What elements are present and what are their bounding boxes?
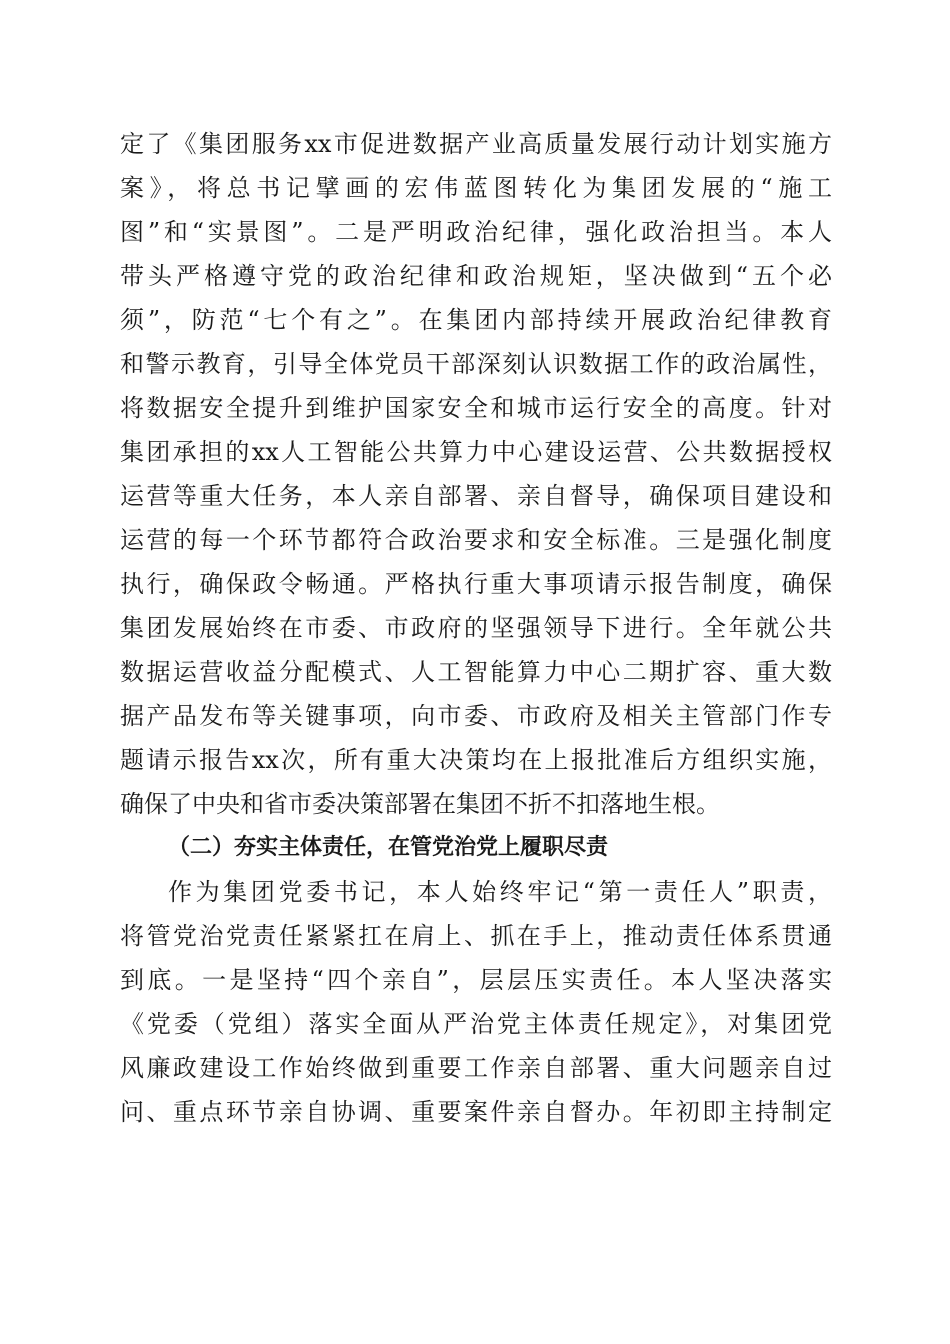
text-line: 集团承担的xx人工智能公共算力中心建设运营、公共数据授权 — [120, 438, 832, 466]
text-line: 据产品发布等关键事项，向市委、市政府及相关主管部门作专 — [120, 702, 832, 730]
text-line: 集团发展始终在市委、市政府的坚强领导下进行。全年就公共 — [120, 614, 832, 642]
text-line: 确保了中央和省市委决策部署在集团不折不扣落地生根。 — [120, 790, 720, 818]
document-body — [120, 122, 832, 1134]
text-line: 和警示教育，引导全体党员干部深刻认识数据工作的政治属性， — [120, 350, 832, 378]
text-line: 带头严格遵守党的政治纪律和政治规矩，坚决做到“五个必 — [120, 262, 832, 290]
text-line: 案》，将总书记擘画的宏伟蓝图转化为集团发展的“施工 — [120, 174, 832, 202]
text-line: 《党委（党组）落实全面从严治党主体责任规定》，对集团党 — [120, 1010, 832, 1038]
text-line: 运营的每一个环节都符合政治要求和安全标准。三是强化制度 — [120, 526, 832, 554]
text-line: 定了《集团服务xx市促进数据产业高质量发展行动计划实施方 — [120, 130, 832, 158]
text-line: 到底。一是坚持“四个亲自”，层层压实责任。本人坚决落实 — [120, 966, 832, 994]
text-line: 风廉政建设工作始终做到重要工作亲自部署、重大问题亲自过 — [120, 1054, 832, 1082]
section-heading: （二）夯实主体责任，在管党治党上履职尽责 — [168, 835, 609, 860]
text-line: 题请示报告xx次，所有重大决策均在上报批准后方组织实施， — [120, 746, 832, 774]
text-line: 数据运营收益分配模式、人工智能算力中心二期扩容、重大数 — [120, 658, 832, 686]
text-line: 须”，防范“七个有之”。在集团内部持续开展政治纪律教育 — [120, 306, 832, 334]
text-line: 图”和“实景图”。二是严明政治纪律，强化政治担当。本人 — [120, 218, 832, 246]
text-line: 问、重点环节亲自协调、重要案件亲自督办。年初即主持制定 — [120, 1098, 832, 1126]
text-line: 执行，确保政令畅通。严格执行重大事项请示报告制度，确保 — [120, 570, 832, 598]
text-line: 将管党治党责任紧紧扛在肩上、抓在手上，推动责任体系贯通 — [120, 922, 832, 950]
text-line: 作为集团党委书记，本人始终牢记“第一责任人”职责， — [168, 878, 832, 906]
text-line: 将数据安全提升到维护国家安全和城市运行安全的高度。针对 — [120, 394, 832, 422]
text-line: 运营等重大任务，本人亲自部署、亲自督导，确保项目建设和 — [120, 482, 832, 510]
